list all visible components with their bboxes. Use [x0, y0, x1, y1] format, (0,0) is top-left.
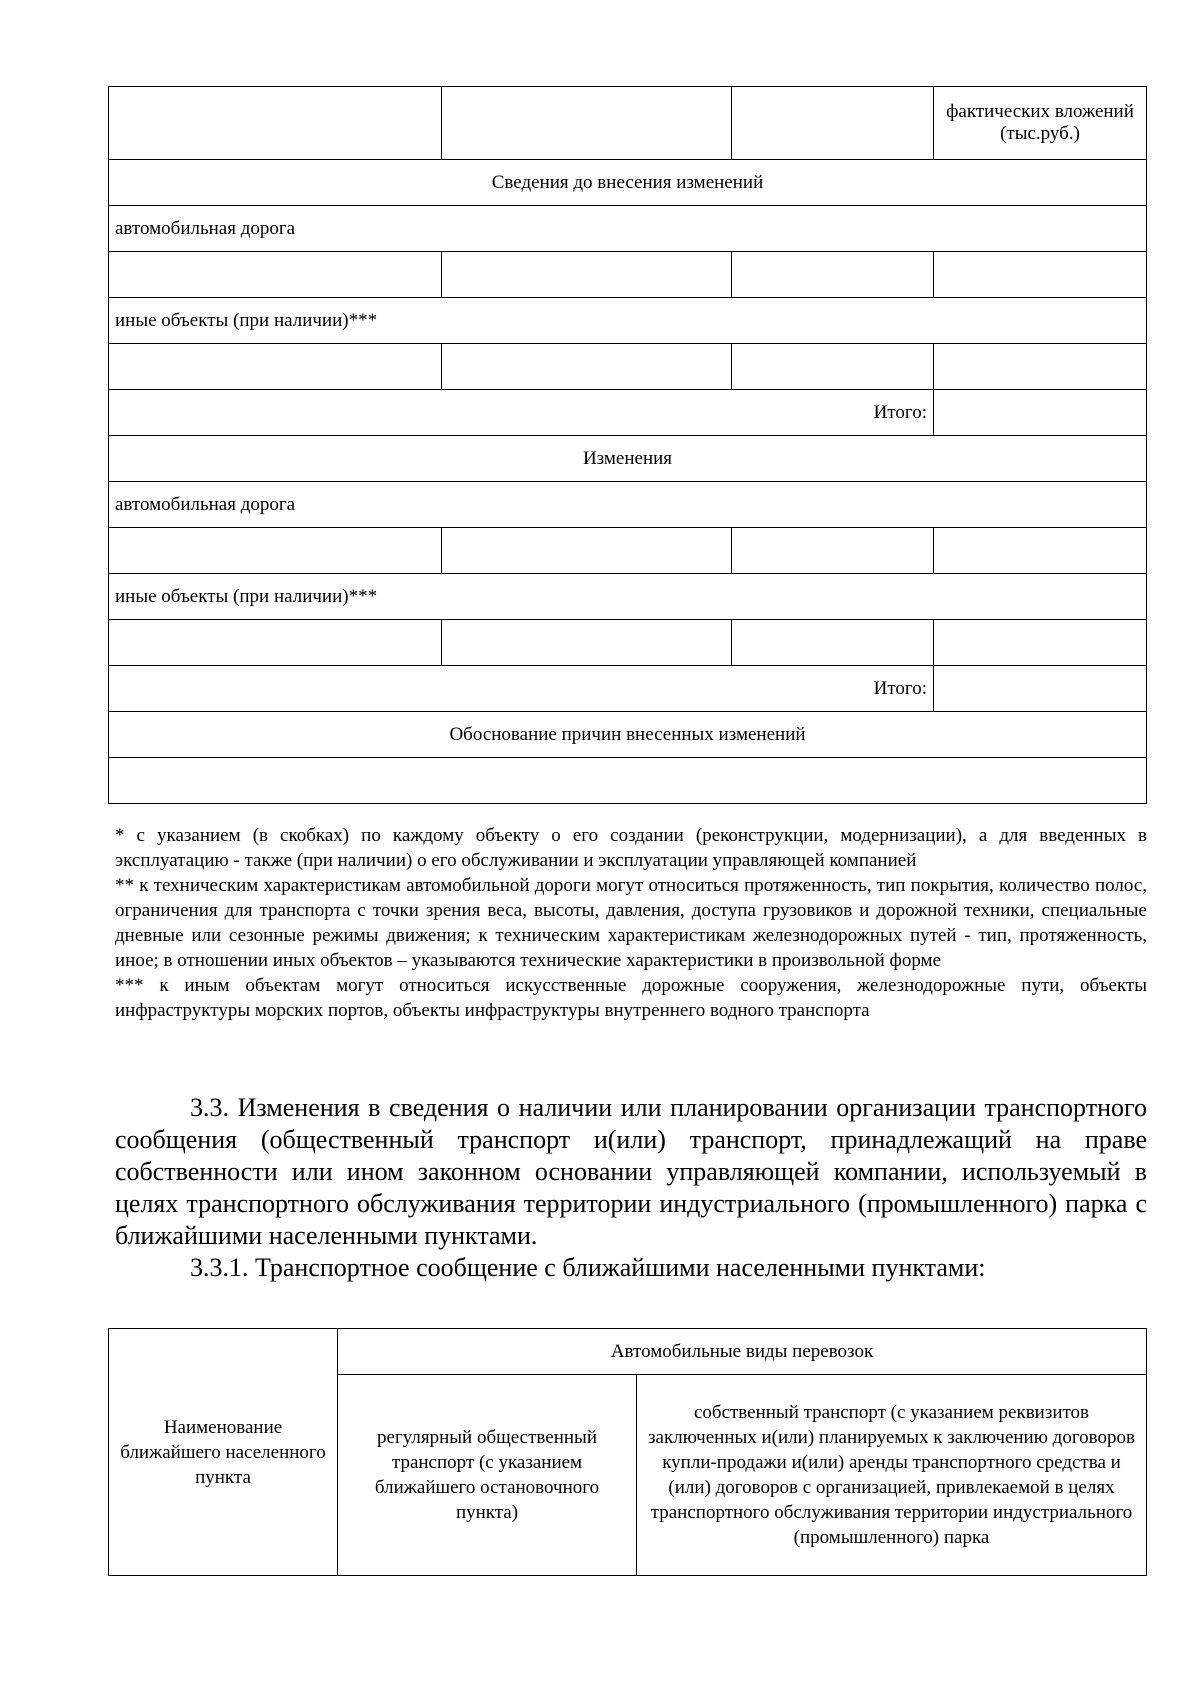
footnotes: [115, 823, 1147, 1023]
other-objects-label-before: иные объекты (при наличии)***: [109, 298, 1147, 344]
table-row: [109, 666, 1147, 712]
infrastructure-changes-table: [108, 86, 1147, 804]
total-label-changes: Итого:: [109, 666, 934, 712]
table-row: [109, 482, 1147, 528]
table-cell: [442, 252, 732, 298]
paragraph-3-3-1: 3.3.1. Транспортное сообщение с ближайшими населенными пунктами:: [190, 1253, 986, 1282]
justification-value: [109, 758, 1147, 804]
total-label-before: Итого:: [109, 390, 934, 436]
other-objects-label-changes: иные объекты (при наличии)***: [109, 574, 1147, 620]
table-cell: [732, 252, 934, 298]
table-row: [109, 160, 1147, 206]
table-row: [109, 1329, 1147, 1375]
header-settlement-name: Наименование ближайшего населенного пункта: [109, 1329, 338, 1576]
section-changes: Изменения: [109, 436, 1147, 482]
table-cell: [934, 620, 1147, 666]
table-cell: [109, 252, 442, 298]
road-label-changes: автомобильная дорога: [109, 482, 1147, 528]
table-row: [109, 344, 1147, 390]
section-before-changes: Сведения до внесения изменений: [109, 160, 1147, 206]
footnote-3: *** к иным объектам могут относиться искусственные дорожные сооружения, железнодорожные пути, объекты инфраструктуры морских портов, объекты инфраструктуры внутреннего водного транспорта: [115, 975, 1147, 1021]
transport-connection-table: [108, 1328, 1147, 1576]
table-cell: [109, 620, 442, 666]
table-cell: [732, 87, 934, 160]
header-own-transport: собственный транспорт (с указанием реквизитов заключенных и(или) планируемых к заключению договоров купли-продажи и(или) аренды транспортного средства и (или) договоров с организацией, привлекаемой в целях транспортного обслуживания территории индустриального (промышленного) парка: [637, 1375, 1147, 1576]
table-row: [109, 390, 1147, 436]
header-road-transport: Автомобильные виды перевозок: [338, 1329, 1147, 1375]
footnote-2: ** к техническим характеристикам автомобильной дороги могут относиться протяженность, тип покрытия, количество полос, ограничения для транспорта с точки зрения веса, высоты, давления, доступа грузовиков и дорожной техники, специальные дневные или сезонные режимы движения; к техническим характеристикам железнодорожных путей - тип, протяженность, иное; в отношении иных объектов – указываются технические характеристики в произвольной форме: [115, 875, 1147, 971]
table-cell: [934, 528, 1147, 574]
header-actual-investments: фактических вложений (тыс.руб.): [934, 87, 1147, 160]
table-cell: [442, 87, 732, 160]
table-row: [109, 574, 1147, 620]
table-row: [109, 436, 1147, 482]
table-cell: [109, 344, 442, 390]
table-cell: [442, 344, 732, 390]
table-cell: [732, 344, 934, 390]
justification-header: Обоснование причин внесенных изменений: [109, 712, 1147, 758]
table-cell: [934, 344, 1147, 390]
total-value-changes: [934, 666, 1147, 712]
table-row: [109, 87, 1147, 160]
table-row: [109, 620, 1147, 666]
header-public-transport: регулярный общественный транспорт (с указанием ближайшего остановочного пункта): [338, 1375, 637, 1576]
table-row: [109, 758, 1147, 804]
table-row: [109, 206, 1147, 252]
table-row: [109, 712, 1147, 758]
table-cell: [109, 87, 442, 160]
table-row: [109, 252, 1147, 298]
table-row: [109, 298, 1147, 344]
table-row: [109, 528, 1147, 574]
table-cell: [934, 252, 1147, 298]
table-cell: [442, 528, 732, 574]
road-label-before: автомобильная дорога: [109, 206, 1147, 252]
table-cell: [109, 528, 442, 574]
table-cell: [442, 620, 732, 666]
table-cell: [732, 528, 934, 574]
total-value-before: [934, 390, 1147, 436]
table-cell: [732, 620, 934, 666]
footnote-1: * с указанием (в скобках) по каждому объекту о его создании (реконструкции, модернизации), а для введенных в эксплуатацию - также (при наличии) о его обслуживании и эксплуатации управляющей компанией: [115, 825, 1147, 871]
section-3-3: [115, 1092, 1147, 1284]
paragraph-3-3: 3.3. Изменения в сведения о наличии или планировании организации транспортного сообщения (общественный транспорт и(или) транспорт, принадлежащий на праве собственности или ином законном основании управляющей компании, используемый в целях транспортного обслуживания территории индустриального (промышленного) парка с ближайшими населенными пунктами.: [115, 1093, 1147, 1250]
